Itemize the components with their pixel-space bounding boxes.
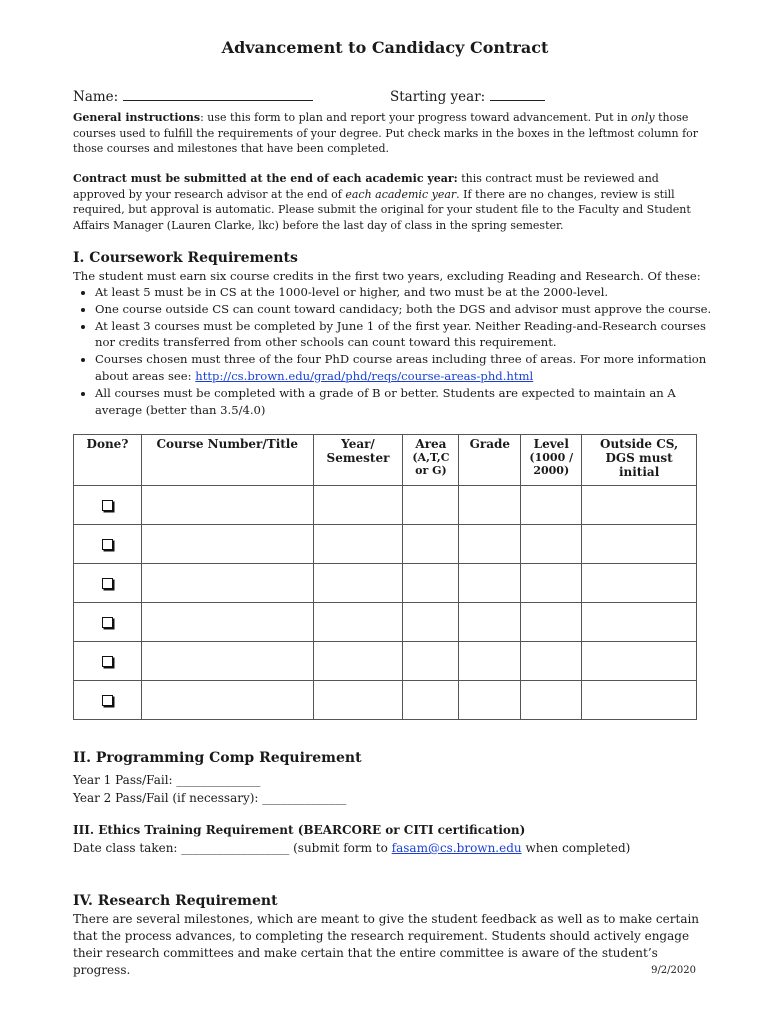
document-date: 9/2/2020 bbox=[651, 965, 696, 976]
table-row bbox=[74, 603, 697, 642]
name-row bbox=[73, 86, 313, 105]
col-done: Done? bbox=[74, 435, 142, 486]
starting-year-row bbox=[390, 86, 545, 105]
ethics-heading: III. Ethics Training Requirement (BEARCORE or CITI certification) bbox=[73, 823, 526, 837]
programming-comp-heading: II. Programming Comp Requirement bbox=[73, 750, 362, 766]
name-field[interactable] bbox=[123, 86, 313, 101]
research-text: There are several milestones, which are meant to give the student feedback as well as to make certain that the process advances, to completing the research requirement. Students should actively engage their research committees and make certain that the entire committee is aware of the student’s progress. bbox=[73, 912, 700, 977]
table-row bbox=[74, 681, 697, 720]
table-row bbox=[74, 525, 697, 564]
col-grade: Grade bbox=[459, 435, 521, 486]
course-areas-link[interactable]: http://cs.brown.edu/grad/phd/reqs/course-areas-phd.html bbox=[195, 368, 534, 383]
starting-year-label: Starting year: bbox=[390, 89, 486, 105]
checkbox-icon[interactable] bbox=[102, 539, 113, 550]
coursework-bullets bbox=[80, 284, 715, 418]
course-cell[interactable] bbox=[141, 525, 313, 564]
col-year: Year/ Semester bbox=[313, 435, 403, 486]
col-area: Area (A,T,C or G) bbox=[403, 435, 459, 486]
course-cell[interactable] bbox=[141, 564, 313, 603]
bullet-item: • At least 5 must be in CS at the 1000-level or higher, and two must be at the 2000-level. bbox=[95, 284, 715, 301]
bullet-item: • At least 3 courses must be completed by June 1 of the first year. Neither Reading-and-Research courses nor credits transferred from other schools can count toward this requirement. bbox=[95, 318, 715, 352]
starting-year-field[interactable] bbox=[490, 86, 545, 101]
table-row bbox=[74, 564, 697, 603]
bullet-item: • Courses chosen must three of the four PhD course areas including three of areas. For more information about areas see: http://cs.brown.edu/grad/phd/reqs/course-areas-phd.html bbox=[95, 351, 715, 385]
bullet-item: • All courses must be completed with a grade of B or better. Students are expected to maintain an A average (better than 3.5/4.0) bbox=[95, 385, 715, 419]
ethics-date-line: Date class taken: __________________ (submit form to fasam@cs.brown.edu when completed) bbox=[73, 841, 631, 855]
course-cell[interactable] bbox=[141, 603, 313, 642]
course-cell[interactable] bbox=[141, 642, 313, 681]
table-row bbox=[74, 486, 697, 525]
contract-instructions: Contract must be submitted at the end of each academic year: this contract must be reviewed and approved by your research advisor at the end of each academic year. If there are no changes, review is still required, but approval is automatic. Please submit the original for your student file to the Faculty and Student Affairs Manager (Lauren Clarke, lkc) before the last day of class in the spring semester. bbox=[73, 172, 691, 232]
col-level: Level (1000 / 2000) bbox=[521, 435, 582, 486]
bullet-item: • One course outside CS can count toward candidacy; both the DGS and advisor must approve the course. bbox=[95, 301, 715, 318]
year2-pass-fail[interactable]: Year 2 Pass/Fail (if necessary): ______________ bbox=[73, 791, 347, 805]
coursework-intro: The student must earn six course credits in the first two years, excluding Reading and Research. Of these: bbox=[73, 269, 701, 283]
checkbox-icon[interactable] bbox=[102, 617, 113, 628]
col-outside: Outside CS, DGS must initial bbox=[582, 435, 697, 486]
course-cell[interactable] bbox=[141, 486, 313, 525]
checkbox-icon[interactable] bbox=[102, 695, 113, 706]
name-label: Name: bbox=[73, 89, 119, 105]
course-cell[interactable] bbox=[141, 681, 313, 720]
general-instructions: General instructions: use this form to plan and report your progress toward advancement. Put in only those courses used to fulfill the requirements of your degree. Put check marks in the boxes in the leftmost column for those courses and milestones that have been completed. bbox=[73, 111, 699, 155]
table-header-row bbox=[74, 435, 697, 486]
research-heading: IV. Research Requirement bbox=[73, 893, 278, 909]
checkbox-icon[interactable] bbox=[102, 656, 113, 667]
table-row bbox=[74, 642, 697, 681]
email-link[interactable]: fasam@cs.brown.edu bbox=[391, 841, 522, 855]
page-title: Advancement to Candidacy Contract bbox=[221, 38, 549, 57]
checkbox-icon[interactable] bbox=[102, 578, 113, 589]
checkbox-icon[interactable] bbox=[102, 500, 113, 511]
course-table bbox=[73, 434, 697, 720]
col-course: Course Number/Title bbox=[141, 435, 313, 486]
year1-pass-fail[interactable]: Year 1 Pass/Fail: ______________ bbox=[73, 773, 261, 787]
coursework-heading: I. Coursework Requirements bbox=[73, 250, 298, 266]
